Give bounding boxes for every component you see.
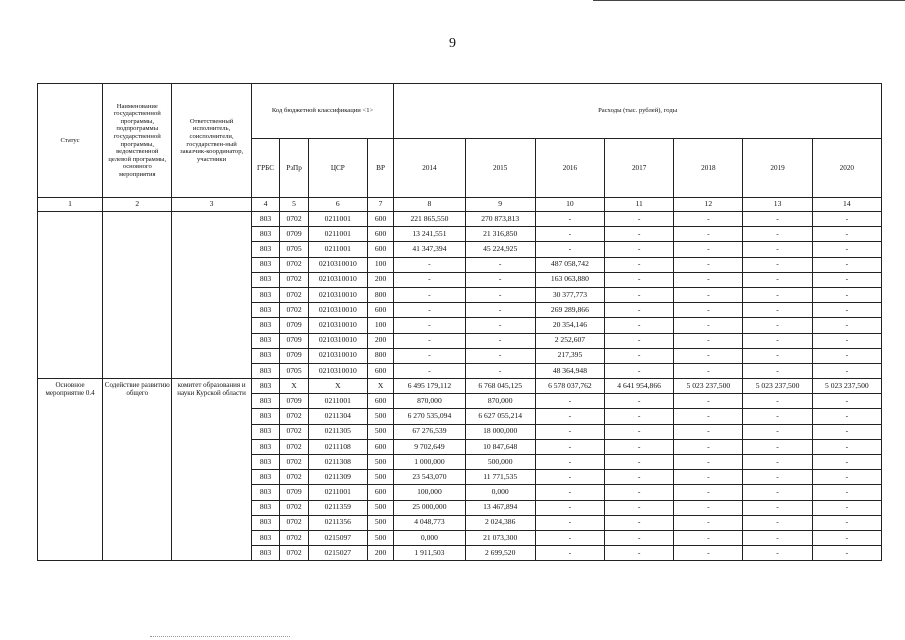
table-cell: 30 377,773 (535, 287, 604, 302)
column-number: 6 (308, 198, 367, 212)
table-row (38, 379, 882, 394)
table-row (38, 212, 882, 227)
header-rzpr: РзПр (280, 139, 309, 198)
table-cell: 0709 (280, 394, 309, 409)
column-number: 11 (605, 198, 674, 212)
table-cell: - (605, 287, 674, 302)
header-expenses: Расходы (тыс. рублей), годы (394, 84, 882, 139)
table-cell: 0211001 (308, 485, 367, 500)
header-year: 2018 (674, 139, 743, 198)
table-cell: - (674, 257, 743, 272)
column-number: 5 (280, 198, 309, 212)
table-cell: - (605, 363, 674, 378)
table-cell: - (674, 530, 743, 545)
table-cell: 600 (367, 242, 393, 257)
table-cell: 6 495 179,112 (394, 379, 465, 394)
table-cell: 0709 (280, 333, 309, 348)
table-cell: 500 (367, 470, 393, 485)
table-cell: 0705 (280, 363, 309, 378)
table-cell: - (605, 515, 674, 530)
table-cell: - (743, 439, 812, 454)
table-cell: - (812, 303, 881, 318)
table-cell: - (674, 227, 743, 242)
table-cell: 487 058,742 (535, 257, 604, 272)
table-cell: 600 (367, 303, 393, 318)
table-cell: 0702 (280, 470, 309, 485)
table-cell: - (535, 470, 604, 485)
table-cell: - (605, 455, 674, 470)
status-cell (38, 212, 103, 379)
table-cell: 0211309 (308, 470, 367, 485)
table-cell: 45 224,925 (465, 242, 535, 257)
table-cell: 2 699,520 (465, 546, 535, 561)
table-cell: 0702 (280, 272, 309, 287)
table-cell: 0211108 (308, 439, 367, 454)
responsible-cell (172, 212, 251, 379)
table-cell: - (674, 394, 743, 409)
table-cell: - (605, 530, 674, 545)
header-vr: ВР (367, 139, 393, 198)
table-cell: - (743, 348, 812, 363)
header-responsible: Ответственный исполнитель, соисполнители, государствен-ный заказчик-координатор, участники (172, 84, 251, 198)
table-cell: 0211001 (308, 242, 367, 257)
table-cell: 803 (251, 379, 280, 394)
table-cell: 0709 (280, 227, 309, 242)
table-cell: - (812, 333, 881, 348)
table-cell: 0709 (280, 485, 309, 500)
table-cell: 0211308 (308, 455, 367, 470)
table-cell: 0210310010 (308, 363, 367, 378)
table-cell: - (605, 227, 674, 242)
table-cell: 23 543,070 (394, 470, 465, 485)
table-cell: 0211001 (308, 394, 367, 409)
table-cell: - (812, 227, 881, 242)
table-cell: - (674, 318, 743, 333)
table-cell: 803 (251, 500, 280, 515)
table-cell: 500 (367, 455, 393, 470)
table-cell: - (743, 470, 812, 485)
table-cell: - (812, 530, 881, 545)
table-cell: 803 (251, 212, 280, 227)
table-cell: - (394, 348, 465, 363)
header-grbs: ГРБС (251, 139, 280, 198)
table-cell: - (743, 546, 812, 561)
table-cell: 0702 (280, 424, 309, 439)
table-cell: 600 (367, 394, 393, 409)
table-cell: 870,000 (394, 394, 465, 409)
table-cell: - (394, 272, 465, 287)
table-cell: - (743, 287, 812, 302)
table-cell: 500,000 (465, 455, 535, 470)
table-cell: 803 (251, 348, 280, 363)
status-cell: Основное мероприятие 0.4 (38, 379, 103, 561)
table-cell: - (674, 242, 743, 257)
column-number: 13 (743, 198, 812, 212)
table-cell: - (465, 287, 535, 302)
table-cell: 10 847,648 (465, 439, 535, 454)
table-cell: 0702 (280, 546, 309, 561)
table-cell: 5 023 237,500 (674, 379, 743, 394)
table-cell: - (674, 212, 743, 227)
table-cell: 0709 (280, 318, 309, 333)
table-cell: 0705 (280, 242, 309, 257)
table-cell: 0210310010 (308, 257, 367, 272)
table-cell: - (605, 242, 674, 257)
table-cell: 803 (251, 242, 280, 257)
table-cell: - (812, 394, 881, 409)
table-cell: - (535, 439, 604, 454)
table-cell: 0702 (280, 530, 309, 545)
table-cell: 4 641 954,866 (605, 379, 674, 394)
table-cell: 221 865,550 (394, 212, 465, 227)
table-cell: - (465, 257, 535, 272)
table-cell: - (605, 394, 674, 409)
column-number: 12 (674, 198, 743, 212)
table-cell: - (674, 272, 743, 287)
table-cell: 0702 (280, 500, 309, 515)
table-cell: 0210310010 (308, 272, 367, 287)
header-year: 2016 (535, 139, 604, 198)
table-cell: - (743, 409, 812, 424)
header-status: Статус (38, 84, 103, 198)
table-cell: - (743, 227, 812, 242)
table-cell: 163 063,880 (535, 272, 604, 287)
table-cell: 100 (367, 257, 393, 272)
table-cell: 803 (251, 439, 280, 454)
table-cell: 1 000,000 (394, 455, 465, 470)
table-cell: 200 (367, 272, 393, 287)
table-cell: 0210310010 (308, 287, 367, 302)
table-cell: 13 241,551 (394, 227, 465, 242)
table-cell: Х (367, 379, 393, 394)
table-cell: - (605, 485, 674, 500)
table-cell: - (394, 287, 465, 302)
table-cell: - (605, 546, 674, 561)
table-cell: 803 (251, 394, 280, 409)
scan-mark (150, 636, 290, 637)
table-cell: 200 (367, 333, 393, 348)
column-number: 9 (465, 198, 535, 212)
table-cell: 803 (251, 227, 280, 242)
table-cell: 0211001 (308, 212, 367, 227)
table-cell: 803 (251, 409, 280, 424)
name-cell (103, 212, 172, 379)
table-cell: 870,000 (465, 394, 535, 409)
table-cell: 0702 (280, 439, 309, 454)
table-cell: 0211001 (308, 227, 367, 242)
table-cell: 6 627 055,214 (465, 409, 535, 424)
table-cell: - (605, 500, 674, 515)
table-cell: - (812, 287, 881, 302)
table-cell: - (605, 348, 674, 363)
table-cell: - (605, 333, 674, 348)
table-cell: 6 270 535,094 (394, 409, 465, 424)
table-cell: 0210310010 (308, 348, 367, 363)
table-cell: - (674, 470, 743, 485)
table-cell: 803 (251, 470, 280, 485)
column-number: 4 (251, 198, 280, 212)
header-year: 2020 (812, 139, 881, 198)
table-cell: - (812, 272, 881, 287)
table-cell: - (743, 212, 812, 227)
table-cell: 803 (251, 515, 280, 530)
table-cell: - (743, 333, 812, 348)
table-cell: 9 702,649 (394, 439, 465, 454)
table-cell: 4 048,773 (394, 515, 465, 530)
table-cell: - (394, 257, 465, 272)
table-cell: - (812, 500, 881, 515)
table-cell: Х (308, 379, 367, 394)
column-number: 10 (535, 198, 604, 212)
header-year: 2014 (394, 139, 465, 198)
table-cell: - (743, 272, 812, 287)
table-cell: - (674, 515, 743, 530)
table-cell: - (674, 455, 743, 470)
table-cell: - (535, 530, 604, 545)
table-cell: 803 (251, 333, 280, 348)
table-cell: - (535, 485, 604, 500)
table-cell: 600 (367, 439, 393, 454)
table-cell: - (812, 257, 881, 272)
table-cell: - (605, 272, 674, 287)
table-cell: 21 073,300 (465, 530, 535, 545)
table-cell: - (674, 439, 743, 454)
header-year: 2015 (465, 139, 535, 198)
table-cell: 67 276,539 (394, 424, 465, 439)
table-cell: - (812, 439, 881, 454)
table-cell: - (465, 272, 535, 287)
column-number-row (38, 198, 882, 212)
table-cell: - (394, 363, 465, 378)
table-cell: 25 000,000 (394, 500, 465, 515)
table-cell: 0,000 (465, 485, 535, 500)
table-cell: - (743, 242, 812, 257)
table-cell: 803 (251, 485, 280, 500)
table-cell: - (674, 424, 743, 439)
table-cell: - (535, 424, 604, 439)
table-cell: 803 (251, 363, 280, 378)
table-cell: 803 (251, 287, 280, 302)
table-cell: - (743, 424, 812, 439)
table-cell: 100 (367, 318, 393, 333)
table-cell: Х (280, 379, 309, 394)
table-cell: 1 911,503 (394, 546, 465, 561)
table-cell: - (812, 348, 881, 363)
table-cell: - (465, 348, 535, 363)
table-cell: - (605, 409, 674, 424)
table-cell: - (812, 212, 881, 227)
table-cell: 800 (367, 348, 393, 363)
table-cell: - (743, 318, 812, 333)
table-cell: - (743, 394, 812, 409)
table-cell: - (394, 333, 465, 348)
responsible-cell: комитет образования и науки Курской области (172, 379, 251, 561)
table-cell: 0702 (280, 287, 309, 302)
table-cell: 48 364,948 (535, 363, 604, 378)
table-cell: 13 467,894 (465, 500, 535, 515)
table-cell: 500 (367, 500, 393, 515)
table-cell: 0211304 (308, 409, 367, 424)
table-cell: - (605, 212, 674, 227)
table-cell: 217,395 (535, 348, 604, 363)
table-cell: - (674, 348, 743, 363)
table-cell: 11 771,535 (465, 470, 535, 485)
table-cell: 0702 (280, 212, 309, 227)
table-cell: 803 (251, 455, 280, 470)
table-cell: 0702 (280, 455, 309, 470)
table-cell: - (535, 227, 604, 242)
table-cell: 6 768 045,125 (465, 379, 535, 394)
page-number: 9 (449, 36, 456, 51)
table-cell: - (812, 470, 881, 485)
table-cell: - (535, 546, 604, 561)
table-cell: 21 316,850 (465, 227, 535, 242)
table-cell: - (812, 546, 881, 561)
table-cell: 0210310010 (308, 303, 367, 318)
table-cell: 500 (367, 424, 393, 439)
table-cell: 0,000 (394, 530, 465, 545)
table-cell: 800 (367, 287, 393, 302)
table-cell: 0210310010 (308, 318, 367, 333)
table-cell: 6 578 037,762 (535, 379, 604, 394)
table-cell: - (812, 318, 881, 333)
table-cell: - (812, 424, 881, 439)
table-cell: 600 (367, 363, 393, 378)
table-cell: - (743, 303, 812, 318)
name-cell: Содействие развитию общего (103, 379, 172, 561)
table-cell: 0709 (280, 348, 309, 363)
top-rule (593, 0, 905, 1)
table-cell: - (812, 515, 881, 530)
column-number: 3 (172, 198, 251, 212)
column-number: 14 (812, 198, 881, 212)
table-cell: - (605, 470, 674, 485)
table-cell: - (605, 257, 674, 272)
table-cell: 0211305 (308, 424, 367, 439)
header-budget-code: Код бюджетной классификации <1> (251, 84, 394, 139)
table-cell: 803 (251, 272, 280, 287)
table-cell: - (394, 303, 465, 318)
header-year: 2017 (605, 139, 674, 198)
table-cell: - (812, 455, 881, 470)
table-cell: 270 873,813 (465, 212, 535, 227)
table-cell: 5 023 237,500 (812, 379, 881, 394)
table-cell: - (674, 500, 743, 515)
table-cell: 5 023 237,500 (743, 379, 812, 394)
table-cell: - (812, 363, 881, 378)
table-cell: 803 (251, 257, 280, 272)
table-cell: - (674, 303, 743, 318)
table-cell: 0702 (280, 409, 309, 424)
table-cell: 500 (367, 515, 393, 530)
table-cell: 600 (367, 212, 393, 227)
column-number: 8 (394, 198, 465, 212)
table-cell: 0215097 (308, 530, 367, 545)
table-cell: 269 289,866 (535, 303, 604, 318)
table-cell: - (743, 485, 812, 500)
table-cell: - (535, 212, 604, 227)
table-cell: - (674, 546, 743, 561)
table-cell: - (674, 409, 743, 424)
table-cell: 0702 (280, 515, 309, 530)
table-cell: 2 252,607 (535, 333, 604, 348)
table-cell: - (605, 424, 674, 439)
table-cell: - (535, 409, 604, 424)
table-cell: - (535, 515, 604, 530)
table-cell: 0210310010 (308, 333, 367, 348)
table-cell: - (743, 363, 812, 378)
table-cell: 2 024,386 (465, 515, 535, 530)
table-cell: - (535, 242, 604, 257)
table-cell: - (535, 455, 604, 470)
table-cell: 0702 (280, 257, 309, 272)
table-cell: - (394, 318, 465, 333)
table-cell: - (812, 409, 881, 424)
table-cell: 500 (367, 409, 393, 424)
table-cell: 20 354,146 (535, 318, 604, 333)
table-cell: 803 (251, 303, 280, 318)
table-cell: - (743, 455, 812, 470)
table-cell: 803 (251, 424, 280, 439)
table-cell: - (743, 257, 812, 272)
column-number: 2 (103, 198, 172, 212)
table-cell: - (743, 500, 812, 515)
table-cell: 0211356 (308, 515, 367, 530)
table-cell: - (465, 303, 535, 318)
table-cell: - (605, 303, 674, 318)
table-cell: - (535, 394, 604, 409)
table-cell: 0211359 (308, 500, 367, 515)
table-cell: 200 (367, 546, 393, 561)
table-cell: - (465, 333, 535, 348)
table-cell: 803 (251, 530, 280, 545)
table-cell: - (674, 485, 743, 500)
column-number: 7 (367, 198, 393, 212)
header-csr: ЦСР (308, 139, 367, 198)
table-cell: - (743, 515, 812, 530)
table-cell: 100,000 (394, 485, 465, 500)
header-name: Наименование государственной программы, подпрограммы государственной программы, ведомственной целевой программы, основного мероприятия (103, 84, 172, 198)
table-cell: 41 347,394 (394, 242, 465, 257)
table-cell: - (465, 318, 535, 333)
table-cell: - (674, 363, 743, 378)
table-cell: - (535, 500, 604, 515)
table-cell: - (674, 287, 743, 302)
table-cell: 0215027 (308, 546, 367, 561)
table-cell: - (605, 318, 674, 333)
table-cell: 500 (367, 530, 393, 545)
table-cell: - (743, 530, 812, 545)
table-cell: - (812, 242, 881, 257)
table-cell: - (812, 485, 881, 500)
column-number: 1 (38, 198, 103, 212)
table-cell: - (605, 439, 674, 454)
table-cell: 803 (251, 318, 280, 333)
table-cell: - (674, 333, 743, 348)
header-year: 2019 (743, 139, 812, 198)
table-cell: 600 (367, 227, 393, 242)
table-cell: 18 000,000 (465, 424, 535, 439)
budget-table (37, 83, 882, 561)
table-cell: 600 (367, 485, 393, 500)
table-cell: - (465, 363, 535, 378)
table-cell: 803 (251, 546, 280, 561)
table-cell: 0702 (280, 303, 309, 318)
